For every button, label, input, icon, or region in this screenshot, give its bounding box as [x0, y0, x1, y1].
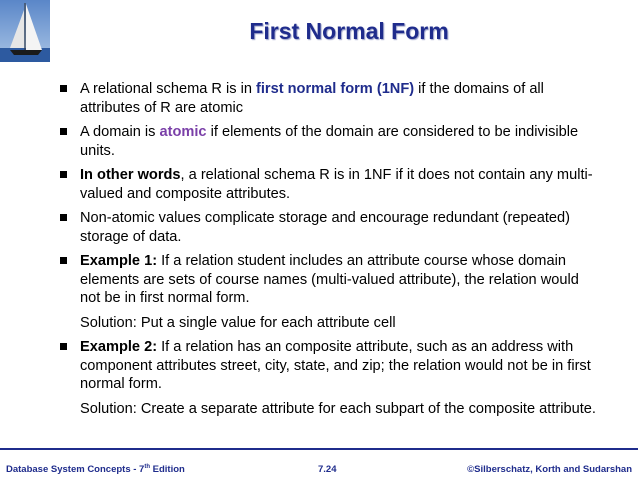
footer-book-title-text: Database System Concepts - 7	[6, 464, 145, 476]
square-bullet-icon	[60, 85, 67, 92]
footer-slide-number: 7.24	[318, 464, 337, 475]
bullet-text: A relational schema R is in	[80, 81, 257, 97]
sailboat-logo	[0, 0, 50, 62]
slide-title: First Normal Form	[249, 18, 449, 44]
bullet-item	[56, 80, 596, 117]
bullet-text: If a relation has an composite attribute, such as an address with component attributes street, city, state, and zip; the relation would not be in first normal form.	[80, 339, 591, 392]
square-bullet-icon	[60, 171, 67, 178]
bullet-keyword: Example 1:	[80, 253, 158, 269]
bullet-item	[56, 209, 596, 246]
solution-text: Solution: Create a separate attribute for each subpart of the composite attribute.	[80, 400, 596, 417]
sailboat-icon	[0, 0, 50, 62]
square-bullet-icon	[60, 257, 67, 264]
bullet-text: If a relation student includes an attribute course whose domain elements are sets of course names (multi-valued attribute), the relation would not be in first normal form.	[80, 253, 579, 306]
bullet-keyword: In other words	[80, 167, 181, 183]
footer-book-title	[6, 464, 185, 475]
footer-copyright: ©Silberschatz, Korth and Sudarshan	[467, 464, 632, 475]
bullet-text: , a relational schema R is in 1NF if it does not contain any multi-valued and composite attributes.	[80, 167, 593, 202]
square-bullet-icon	[60, 343, 67, 350]
bullet-text: A domain is	[80, 124, 160, 140]
bullet-keyword: atomic	[159, 124, 207, 140]
bullet-text: Non-atomic values complicate storage and encourage redundant (repeated) storage of data.	[80, 210, 570, 245]
bullet-text: if the domains of all attributes of R are atomic	[80, 81, 544, 116]
bullet-text: if elements of the domain are considered to be indivisible units.	[80, 124, 579, 159]
footer-book-title-suffix: Edition	[150, 464, 185, 476]
square-bullet-icon	[60, 128, 67, 135]
bullet-keyword: first normal form (1NF)	[256, 81, 415, 97]
bullet-item	[56, 123, 596, 160]
footer-book-title-sup: th	[144, 464, 151, 470]
bullet-item	[56, 166, 596, 203]
bullet-item	[56, 338, 596, 394]
square-bullet-icon	[60, 214, 67, 221]
slide-content	[56, 80, 596, 424]
slide-footer	[0, 448, 638, 478]
bullet-keyword: Example 2:	[80, 339, 158, 355]
bullet-item	[56, 252, 596, 308]
solution-text: Solution: Put a single value for each attribute cell	[80, 314, 396, 331]
footer-divider	[0, 448, 638, 450]
